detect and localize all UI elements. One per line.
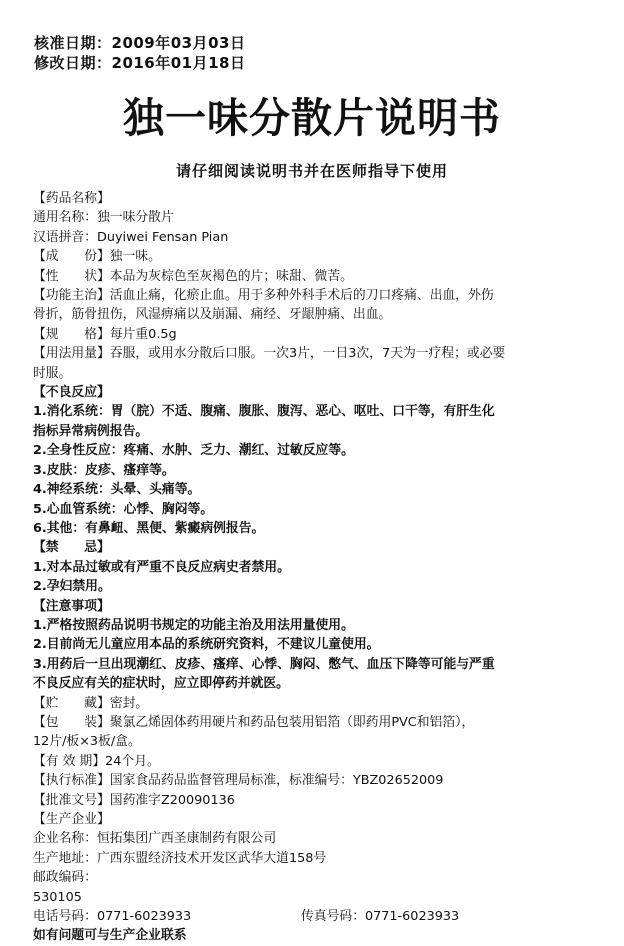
approval-number-value: 国药准字Z20090136: [109, 792, 235, 808]
document-title: 独一味分散片说明书: [123, 94, 501, 142]
validity-row: [33, 752, 593, 771]
ingredients-label: 【成 份】: [33, 249, 110, 265]
approval-number-label: 【批准文号】: [33, 792, 110, 808]
contraindication-item-1: 1.对本品过敏或有严重不良反应病史者禁用。: [33, 559, 290, 575]
adverse-item-6: 6.其他：有鼻衄、黑便、紫癜病例报告。: [33, 520, 265, 536]
specification-row: [33, 325, 593, 344]
packaging-value-line1: 聚氯乙烯固体药用硬片和药品包装用铝箔（即药用PVC和铝箔），: [109, 714, 475, 730]
dosage-label: 【用法用量】: [33, 346, 110, 362]
adverse-heading: 【不良反应】: [33, 385, 110, 401]
contact-note: 如有问题可与生产企业联系: [33, 928, 187, 944]
packaging-value-line2: 12片/板×3板/盒。: [33, 734, 141, 750]
indications-label: 【功能主治】: [33, 288, 110, 304]
manufacturer-heading: 【生产企业】: [33, 812, 110, 827]
contact-row: [33, 907, 593, 926]
standard-row: [33, 771, 593, 790]
generic-name: 通用名称：独一味分散片: [33, 210, 174, 226]
precaution-item-1: 1.严格按照药品说明书规定的功能主治及用法用量使用。: [33, 617, 354, 633]
validity-label: 【有 效 期】: [33, 753, 106, 769]
storage-label: 【贮 藏】: [33, 695, 110, 711]
pinyin-name: 汉语拼音：Duyiwei Fensan Pian: [33, 229, 229, 245]
standard-value: 国家食品药品监督管理局标准，标准编号：YBZ02652009: [109, 773, 444, 789]
contraindications-heading: 【禁 忌】: [33, 540, 110, 556]
ingredients-row: [33, 247, 593, 266]
packaging-label: 【包 装】: [33, 714, 110, 730]
adverse-item-1b: 指标异常病例报告。: [33, 423, 149, 439]
appearance-row: [33, 267, 593, 286]
storage-row: [33, 694, 593, 713]
standard-label: 【执行标准】: [33, 773, 110, 789]
indications-row: [33, 286, 593, 305]
date-block: [34, 33, 246, 73]
precaution-item-3a: 3.用药后一旦出现潮红、皮疹、瘙痒、心悸、胸闷、憋气、血压下降等可能与严重: [33, 656, 495, 672]
dosage-row: [33, 344, 593, 363]
adverse-item-4: 4.神经系统：头晕、头痛等。: [33, 482, 201, 498]
storage-value: 密封。: [109, 695, 149, 711]
adverse-item-1a: 1.消化系统：胃（脘）不适、腹痛、腹胀、腹泻、恶心、呕吐、口干等，有肝生化: [33, 404, 495, 420]
adverse-item-3: 3.皮肤：皮疹、瘙痒等。: [33, 462, 175, 478]
precautions-heading: 【注意事项】: [33, 598, 110, 614]
appearance-label: 【性 状】: [33, 268, 110, 284]
precaution-item-2: 2.目前尚无儿童应用本品的系统研究资料，不建议儿童使用。: [33, 637, 380, 653]
fax-number: 传真号码：0771-6023933: [301, 909, 460, 925]
contraindication-item-2: 2.孕妇禁用。: [33, 579, 111, 595]
packaging-row: [33, 713, 593, 732]
appearance-value: 本品为灰棕色至灰褐色的片；味甜、微苦。: [109, 268, 353, 284]
manufacturer-company: 企业名称：恒拓集团广西圣康制药有限公司: [33, 831, 277, 847]
specification-label: 【规 格】: [33, 326, 110, 342]
ingredients-value: 独一味。: [109, 249, 161, 265]
approval-number-row: [33, 791, 593, 810]
manufacturer-address: 生产地址：广西东盟经济技术开发区武华大道158号: [33, 850, 327, 866]
indications-value-line1: 活血止痛，化瘀止血。用于多种外科手术后的刀口疼痛、出血，外伤: [109, 288, 494, 304]
adverse-item-2: 2.全身性反应：疼痛、水肿、乏力、潮红、过敏反应等。: [33, 443, 354, 459]
postal-code: 530105: [33, 889, 82, 905]
drug-name-heading: 【药品名称】: [33, 191, 110, 206]
precaution-item-3b: 不良反应有关的症状时，应立即停药并就医。: [33, 676, 289, 692]
adverse-item-5: 5.心血管系统：心悸、胸闷等。: [33, 501, 214, 517]
validity-value: 24个月。: [105, 753, 160, 769]
specification-value: 每片重0.5g: [109, 326, 177, 342]
dosage-value-line2: 时服。: [33, 365, 72, 381]
postal-label: 邮政编码：: [33, 870, 97, 886]
phone-number: 电话号码：0771-6023933: [33, 909, 192, 925]
document-subtitle: 请仔细阅读说明书并在医师指导下使用: [175, 162, 448, 180]
approval-date: 核准日期：2009年03月03日: [34, 34, 246, 52]
dosage-value-line1: 吞服，或用水分散后口服。一次3片，一日3次，7天为一疗程；或必要: [109, 346, 506, 362]
revision-date: 修改日期：2016年01月18日: [34, 54, 246, 72]
indications-value-line2: 骨折，筋骨扭伤，风湿痹痛以及崩漏、痛经、牙龈肿痛、出血。: [33, 307, 392, 323]
leaflet-body: [33, 189, 593, 946]
